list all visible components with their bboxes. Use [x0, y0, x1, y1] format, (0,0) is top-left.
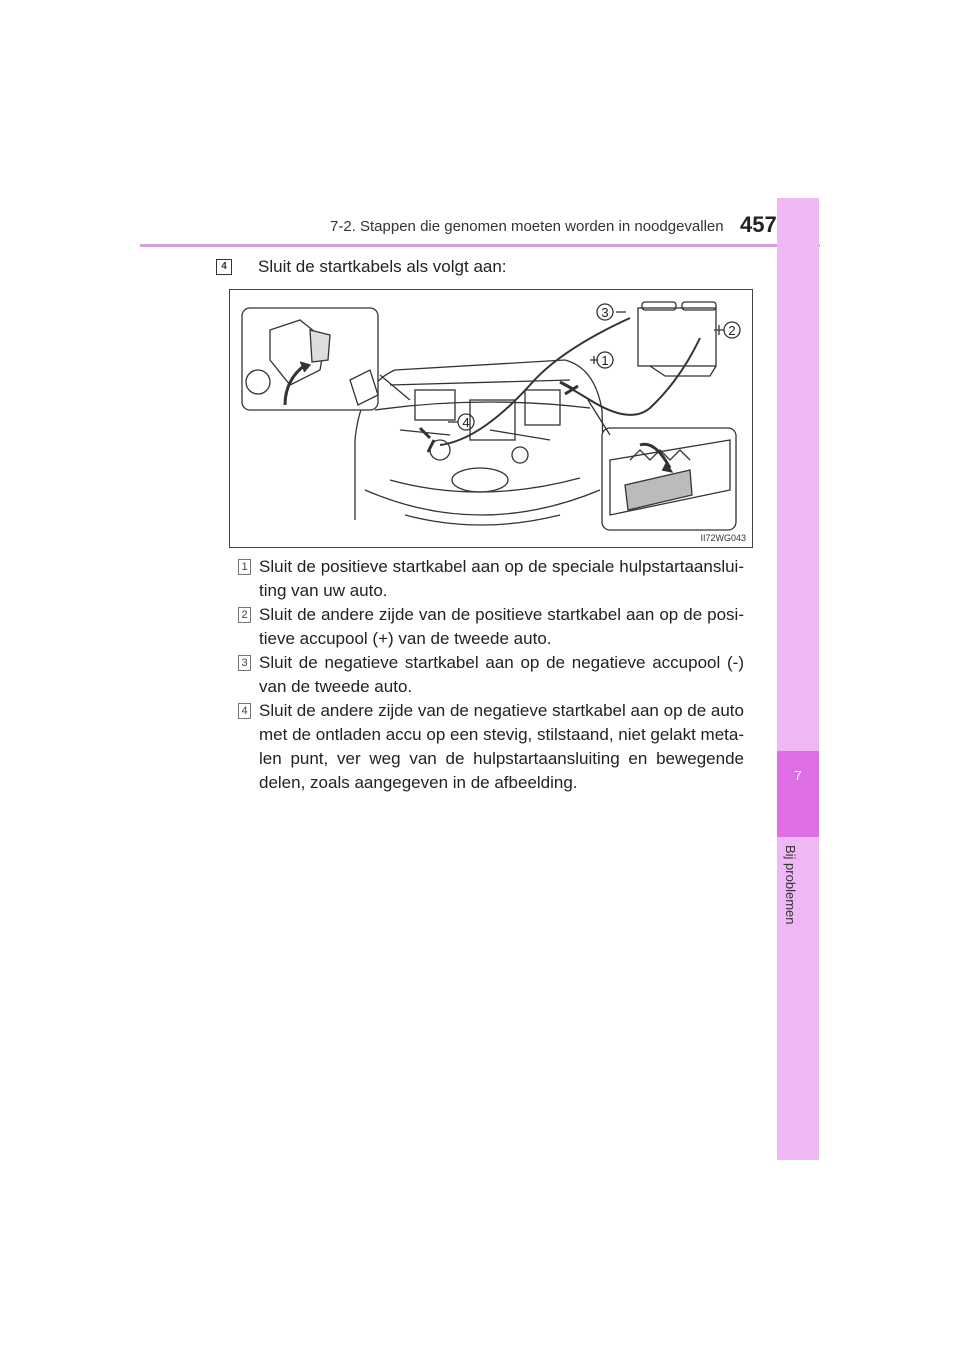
page-number: 457: [740, 212, 777, 237]
chapter-label: Bij problemen: [783, 845, 798, 925]
list-item: [238, 651, 744, 699]
item-number: 3: [238, 655, 251, 671]
step-intro: Sluit de startkabels als volgt aan:: [258, 257, 507, 276]
list-item: [238, 603, 744, 651]
callout-3: 3: [601, 305, 609, 320]
item-number: 1: [238, 559, 251, 575]
chapter-tab-marker: [777, 751, 819, 837]
step-number-badge: 4: [216, 259, 232, 275]
figure-code: II72WG043: [700, 533, 746, 543]
callout-1: 1: [601, 353, 609, 368]
callout-2: 2: [728, 323, 736, 338]
section-title: 7-2. Stappen die genomen moeten worden in noodgevallen: [330, 218, 724, 235]
list-item: [238, 699, 744, 795]
item-number: 2: [238, 607, 251, 623]
illustration-drawing: [230, 290, 752, 547]
callout-4: 4: [462, 415, 470, 430]
item-number: 4: [238, 703, 251, 719]
item-text: Sluit de positieve startkabel aan op de speciale hulpstartaanslui-ting van uw auto.: [259, 557, 744, 600]
chapter-number: 7: [794, 768, 802, 783]
header-divider: [140, 244, 820, 247]
list-item: [238, 555, 744, 603]
chapter-side-tab: [777, 198, 819, 1160]
jump-start-illustration: [229, 289, 753, 548]
item-text: Sluit de negatieve startkabel aan op de negatieve accupool (-) van de tweede auto.: [259, 653, 744, 696]
item-text: Sluit de andere zijde van de negatieve startkabel aan op de auto met de ontladen accu op een stevig, stilstaand, niet gelakt meta-len punt, ver weg van de hulpstartaansluiting en bewegende delen, zoals aangegeven in de afbeelding.: [259, 701, 744, 792]
item-text: Sluit de andere zijde van de positieve startkabel aan op de posi-tieve accupool (+) van de tweede auto.: [259, 605, 744, 648]
